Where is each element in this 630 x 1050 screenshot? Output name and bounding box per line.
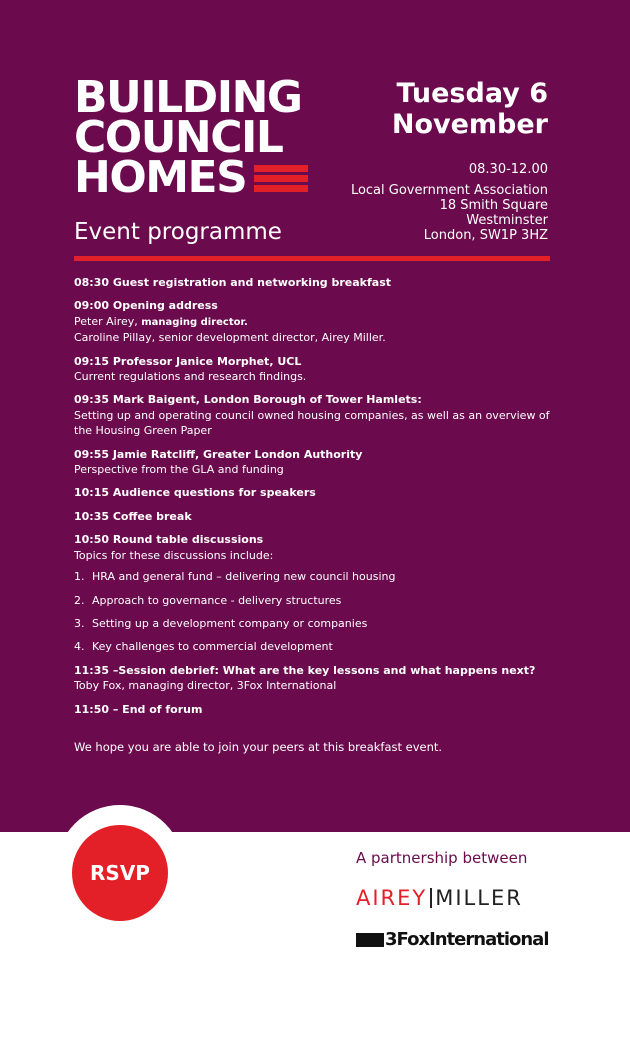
logo-bar-icon [356,933,384,947]
event-date [392,78,548,140]
list-item [74,569,554,584]
item-detail: Setting up and operating council owned housing companies, as well as an overview of the Housing Green Paper [74,408,550,438]
programme-item [74,663,554,694]
venue-line: Local Government Association [350,183,548,198]
event-time: 08.30-12.00 [468,162,548,177]
item-detail: Toby Fox, managing director, 3Fox International [74,679,337,693]
logo-3fox-text: 3FoxInternational [385,929,549,950]
list-text: Key challenges to commercial development [92,640,333,654]
logo-separator [430,888,432,908]
item-title: 09:00 Opening address [74,299,218,313]
topic-list [74,569,554,655]
programme-item [74,354,554,385]
event-title [74,72,308,203]
list-text: HRA and general fund – delivering new council housing [92,570,396,584]
venue-line: 18 Smith Square [439,198,548,213]
list-item [74,616,554,631]
title-line: COUNCIL [74,112,283,163]
date-line: Tuesday 6 [396,78,548,109]
item-title: 10:15 Audience questions for speakers [74,486,316,500]
stripes-icon [254,165,308,192]
date-line: November [391,109,548,140]
item-detail: Peter Airey, [74,314,142,328]
divider [74,256,550,261]
list-number: 3. [74,616,85,630]
list-item [74,593,554,608]
3fox-logo [356,929,549,950]
item-note: managing director. [141,316,248,328]
programme-item [74,447,554,478]
item-detail: Current regulations and research findings. [74,370,307,384]
item-title: 11:35 –Session debrief: What are the key lessons and what happens next? [74,663,536,677]
programme-list [74,275,554,725]
logo-miller-text: MILLER [435,886,523,910]
list-number: 4. [74,640,85,654]
item-detail: Caroline Pillay, senior development director, Airey Miller. [74,331,386,345]
item-detail: Perspective from the GLA and funding [74,463,284,477]
venue-line: Westminster [466,213,548,228]
page-subtitle: Event programme [74,219,282,245]
item-title: 11:50 – End of forum [74,702,203,716]
item-detail: Topics for these discussions include: [74,548,274,562]
item-title: 09:15 Professor Janice Morphet, UCL [74,354,302,368]
programme-item [74,275,554,290]
item-title: 09:35 Mark Baigent, London Borough of Tower Hamlets: [74,393,422,407]
list-item [74,639,554,654]
closing-text: We hope you are able to join your peers at this breakfast event. [74,740,443,754]
programme-item [74,702,554,717]
list-text: Setting up a development company or companies [92,616,368,630]
rsvp-button[interactable]: RSVP [72,825,168,921]
partnership-label: A partnership between [356,849,528,867]
programme-item [74,532,554,654]
item-title: 08:30 Guest registration and networking breakfast [74,276,392,289]
item-title: 09:55 Jamie Ratcliff, Greater London Authority [74,447,363,461]
list-text: Approach to governance - delivery structures [92,593,342,607]
programme-item [74,509,554,524]
item-title: 10:35 Coffee break [74,509,192,523]
item-title: 10:50 Round table discussions [74,533,264,547]
title-line: HOMES [74,152,247,203]
programme-item [74,485,554,500]
programme-item [74,392,554,438]
logo-airey-text: AIREY [356,886,428,910]
list-number: 1. [74,570,85,584]
programme-item [74,298,554,345]
list-number: 2. [74,593,85,607]
event-venue [351,183,548,243]
title-line: BUILDING [74,72,302,123]
airey-miller-logo [356,886,546,910]
venue-line: London, SW1P 3HZ [423,228,548,243]
